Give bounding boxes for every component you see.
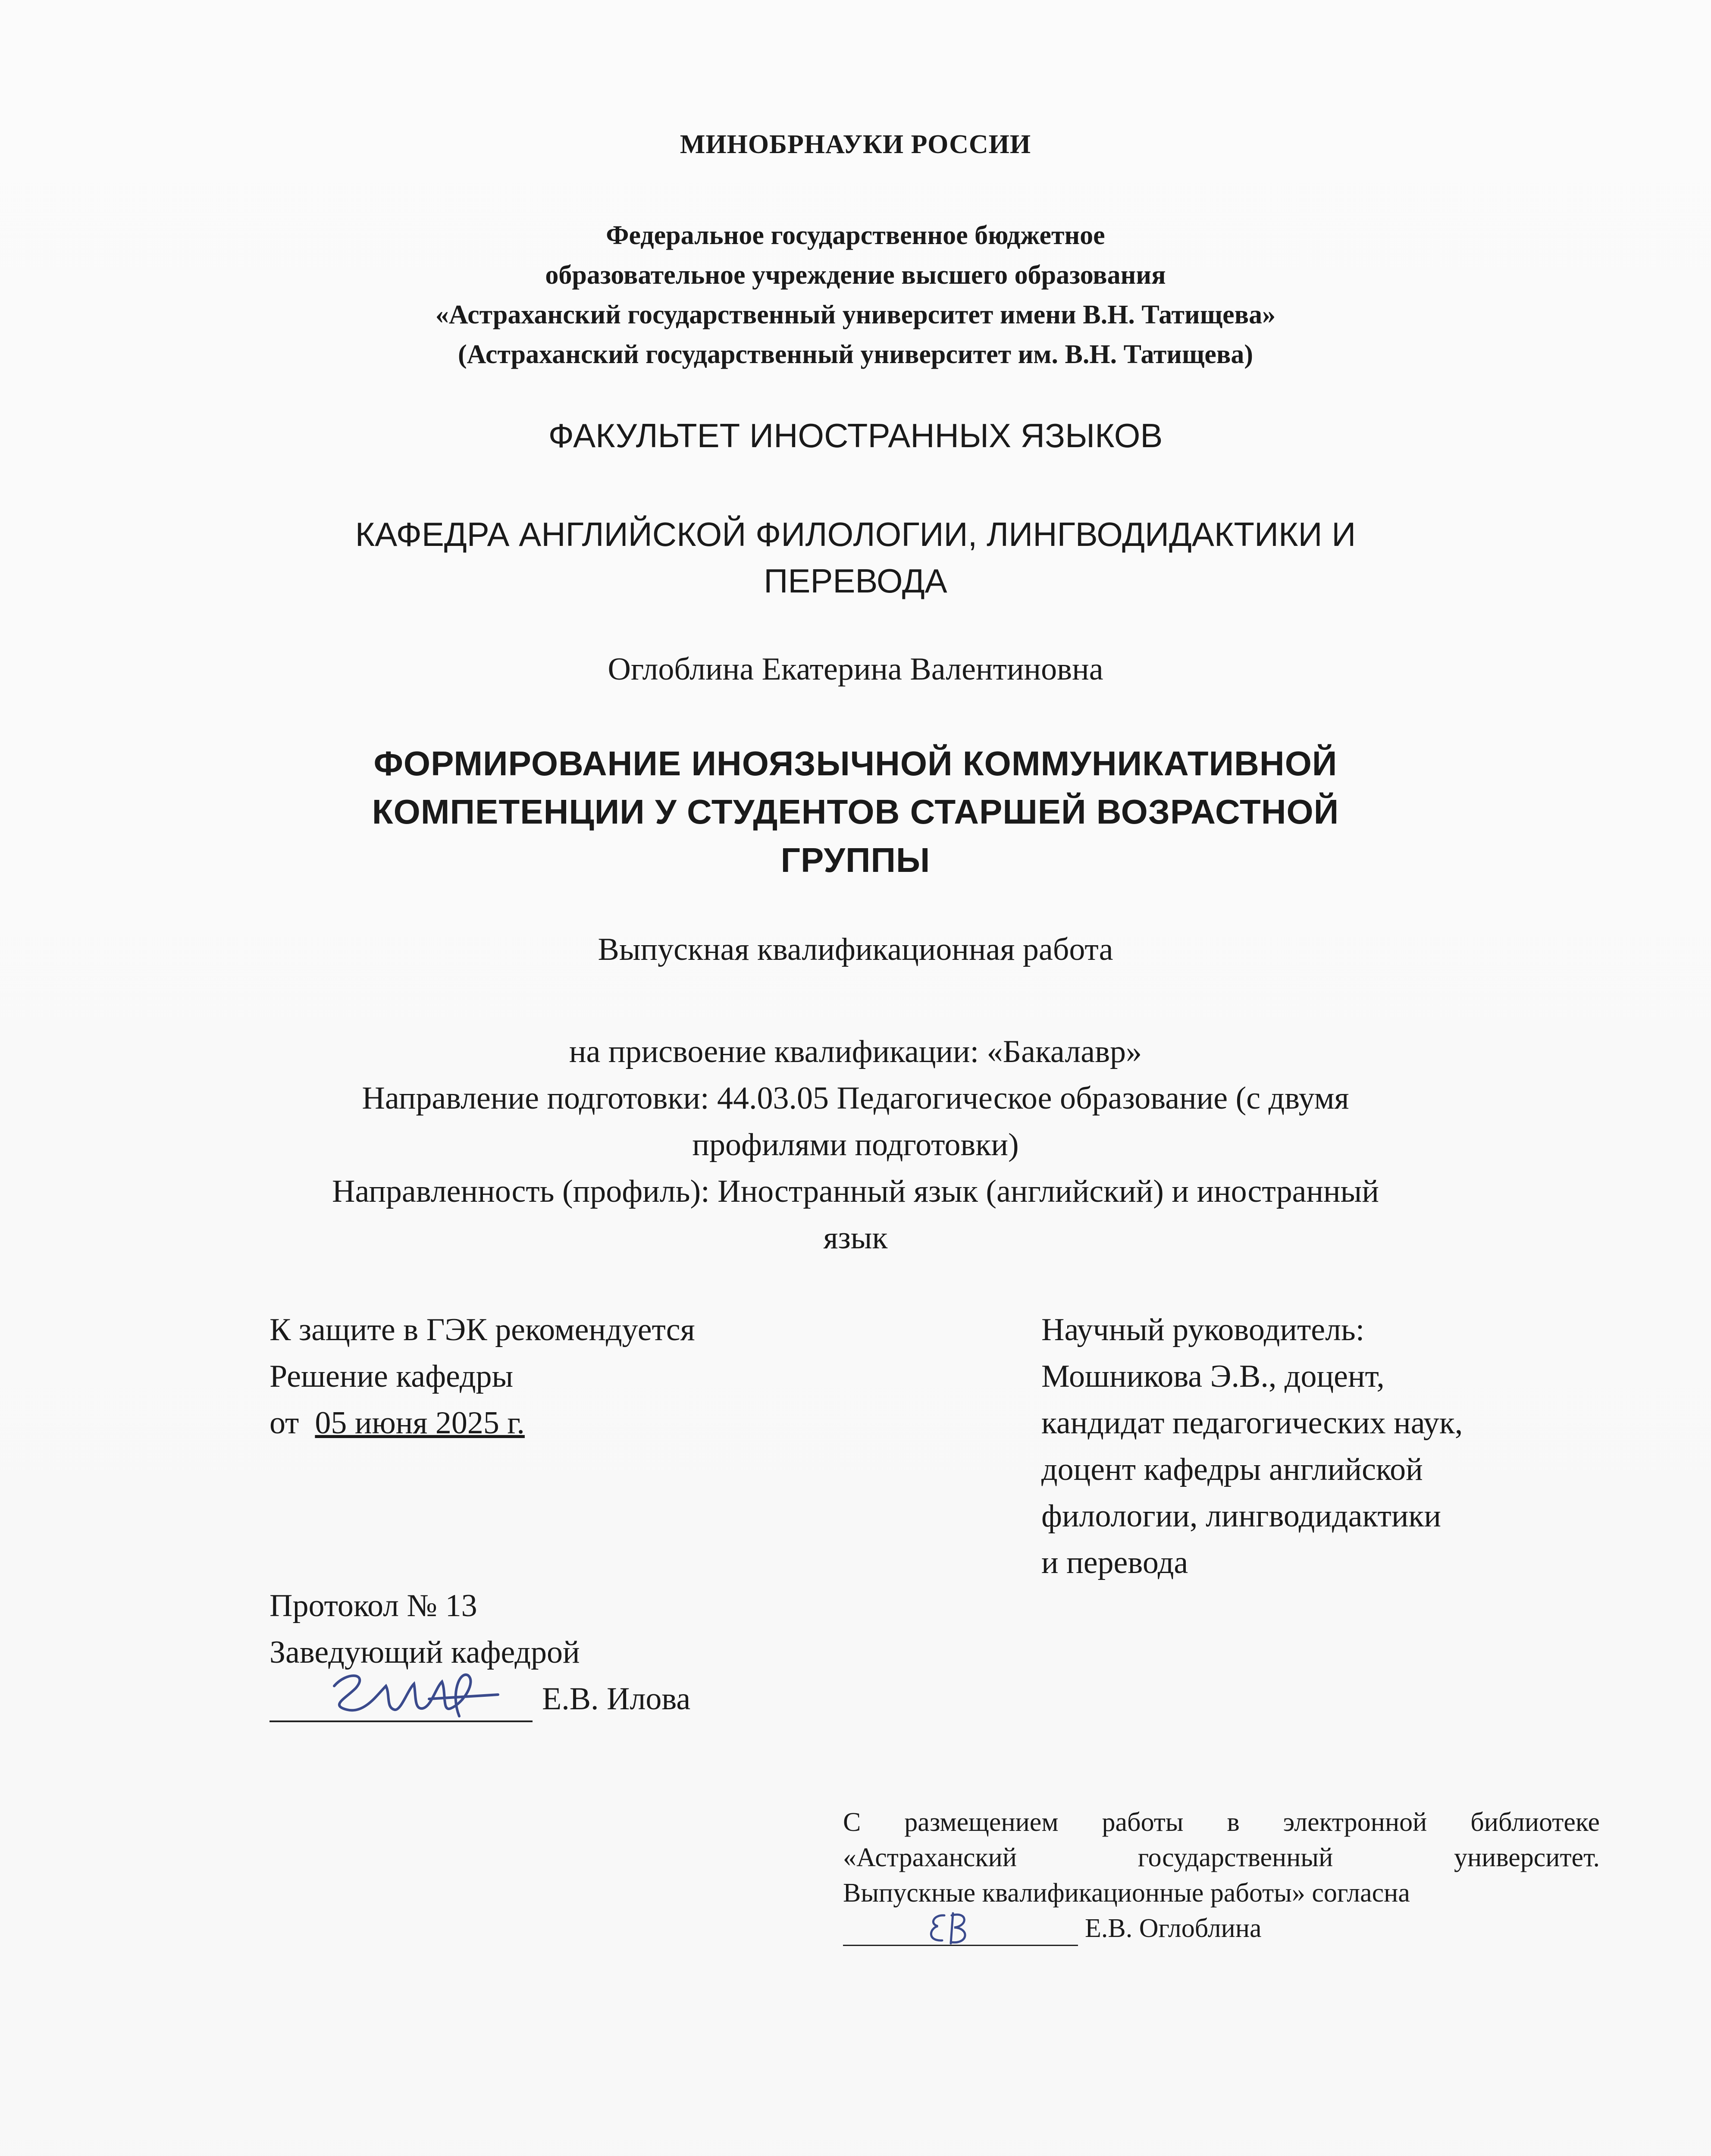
supervisor-line: доцент кафедры английской [1041, 1452, 1423, 1487]
faculty-name: ФАКУЛЬТЕТ ИНОСТРАННЫХ ЯЗЫКОВ [548, 417, 1163, 454]
student-signature-icon [921, 1907, 990, 1950]
head-label: Заведующий кафедрой [269, 1635, 580, 1670]
organization-line: (Астраханский государственный университет им. В.Н. Татищева) [458, 340, 1253, 369]
defense-recommendation [269, 1307, 695, 1446]
decision-date-row [269, 1400, 695, 1446]
consent-line: Выпускные квалификационные работы» согласна [843, 1878, 1410, 1908]
student-signature-line [843, 1915, 1078, 1946]
supervisor-line: Научный руководитель: [1041, 1312, 1365, 1348]
head-signature-line [269, 1682, 533, 1722]
decision-date: 05 июня 2025 г. [315, 1405, 525, 1441]
date-prefix: от [269, 1405, 299, 1441]
qualification-line: профилями подготовки) [692, 1127, 1019, 1163]
supervisor-line: кандидат педагогических наук, [1041, 1405, 1463, 1441]
head-signature-row [269, 1676, 690, 1722]
title-line: ФОРМИРОВАНИЕ ИНОЯЗЫЧНОЙ КОММУНИКАТИВНОЙ [373, 744, 1338, 783]
title-line: ГРУППЫ [780, 841, 931, 879]
department-line: КАФЕДРА АНГЛИЙСКОЙ ФИЛОЛОГИИ, ЛИНГВОДИДАКТИКИ И [355, 515, 1356, 553]
qualification-block [0, 1028, 1711, 1261]
supervisor-line: и перевода [1041, 1545, 1188, 1580]
decision-label: Решение кафедры [269, 1359, 514, 1394]
department-head-block [269, 1583, 690, 1722]
consent-line: С размещением работы в электронной библиотеке [843, 1808, 1600, 1837]
recommended-label: К защите в ГЭК рекомендуется [269, 1312, 695, 1348]
protocol-number: Протокол № 13 [269, 1588, 477, 1623]
department-name [0, 511, 1711, 604]
head-signature-icon [321, 1669, 502, 1725]
qualification-line: Направленность (профиль): Иностранный язык (английский) и иностранный [332, 1174, 1379, 1209]
organization-line: Федеральное государственное бюджетное [606, 221, 1105, 250]
qualification-line: Направление подготовки: 44.03.05 Педагогическое образование (с двумя [362, 1081, 1349, 1116]
student-name: Е.В. Оглоблина [1085, 1914, 1262, 1943]
organization-line: образовательное учреждение высшего образования [545, 260, 1166, 290]
work-type: Выпускная квалификационная работа [598, 932, 1113, 967]
supervisor-line: Мошникова Э.В., доцент, [1041, 1359, 1385, 1394]
library-consent-block [843, 1805, 1600, 1946]
qualification-line: на присвоение квалификации: «Бакалавр» [569, 1034, 1142, 1069]
thesis-title [0, 740, 1711, 884]
organization-block [0, 216, 1711, 374]
ministry-header: МИНОБРНАУКИ РОССИИ [680, 130, 1031, 159]
head-name: Е.В. Илова [542, 1681, 691, 1717]
title-line: КОМПЕТЕНЦИИ У СТУДЕНТОВ СТАРШЕЙ ВОЗРАСТНОЙ [372, 793, 1339, 831]
department-line: ПЕРЕВОДА [764, 562, 947, 600]
student-signature-row [843, 1911, 1600, 1946]
author-name: Оглоблина Екатерина Валентиновна [608, 652, 1103, 687]
supervisor-block [1041, 1307, 1463, 1586]
organization-line: «Астраханский государственный университет имени В.Н. Татищева» [435, 300, 1276, 329]
qualification-line: язык [823, 1220, 888, 1256]
supervisor-line: филологии, лингводидактики [1041, 1498, 1441, 1534]
consent-line: «Астраханский государственный университет. [843, 1843, 1600, 1872]
